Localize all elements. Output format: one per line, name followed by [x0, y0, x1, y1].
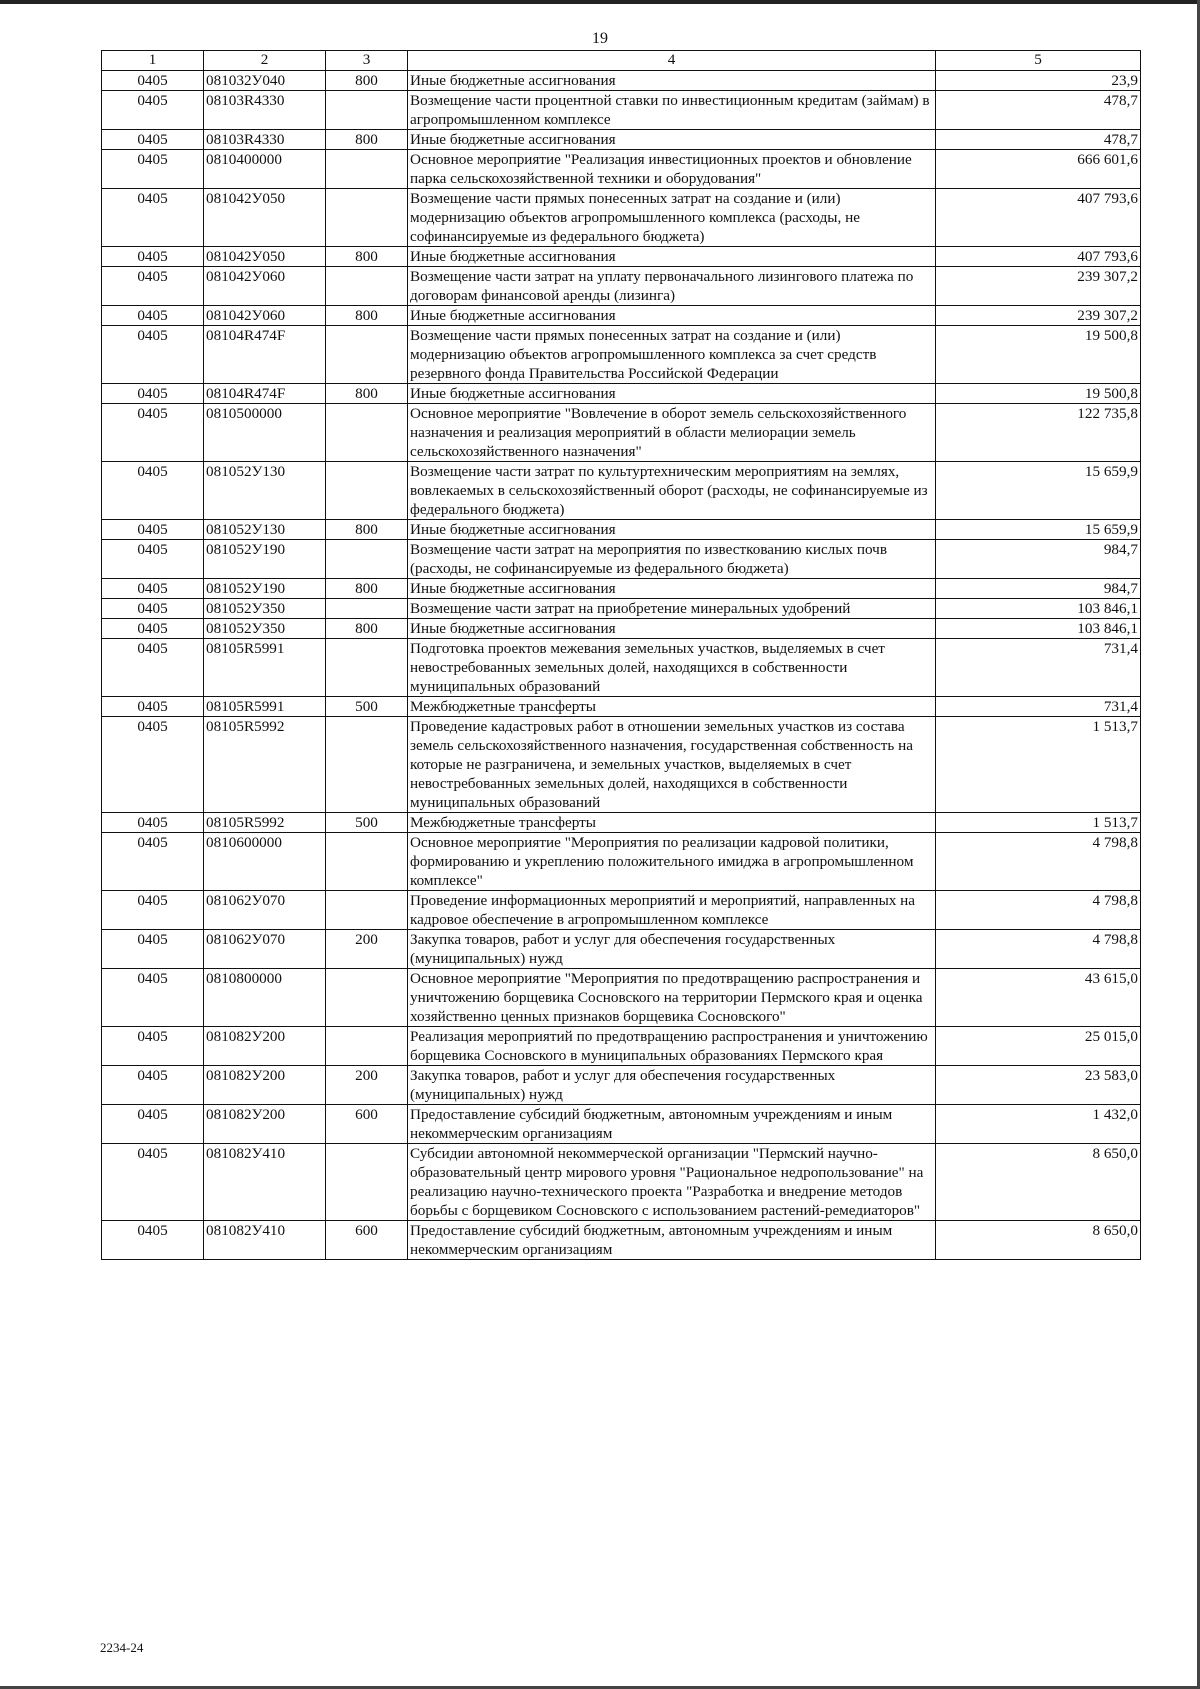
expense-type-code	[326, 267, 408, 306]
item-name: Основное мероприятие "Мероприятия по реализации кадровой политики, формированию и укреплению положительного имиджа в агропромышленном комплексе"	[408, 833, 936, 891]
target-article-code: 081082У200	[204, 1066, 326, 1105]
table-row	[102, 1066, 1141, 1105]
budget-table	[101, 50, 1141, 1260]
section-code: 0405	[102, 1066, 204, 1105]
item-name: Иные бюджетные ассигнования	[408, 247, 936, 267]
target-article-code: 08105R5991	[204, 697, 326, 717]
section-code: 0405	[102, 462, 204, 520]
expense-type-code	[326, 599, 408, 619]
section-code: 0405	[102, 267, 204, 306]
page-number: 19	[592, 30, 608, 47]
target-article-code: 081042У060	[204, 267, 326, 306]
amount: 4 798,8	[936, 833, 1141, 891]
amount: 407 793,6	[936, 247, 1141, 267]
amount: 25 015,0	[936, 1027, 1141, 1066]
expense-type-code	[326, 404, 408, 462]
section-code: 0405	[102, 71, 204, 91]
amount: 731,4	[936, 639, 1141, 697]
amount: 122 735,8	[936, 404, 1141, 462]
section-code: 0405	[102, 130, 204, 150]
table-row	[102, 384, 1141, 404]
table-row	[102, 71, 1141, 91]
section-code: 0405	[102, 306, 204, 326]
target-article-code: 081042У050	[204, 247, 326, 267]
section-code: 0405	[102, 189, 204, 247]
item-name: Иные бюджетные ассигнования	[408, 71, 936, 91]
item-name: Основное мероприятие "Мероприятия по предотвращению распространения и уничтожению борщевика Сосновского на территории Пермского края и оценка хозяйственно ценных признаков борщевика Сосновского"	[408, 969, 936, 1027]
amount: 239 307,2	[936, 306, 1141, 326]
item-name: Субсидии автономной некоммерческой организации "Пермский научно-образовательный центр мирового уровня "Рациональное недропользование" на реализацию научно-технического проекта "Разработка и внедрение методов борьбы с борщевиком Сосновского с использованием растений-ремедиаторов"	[408, 1144, 936, 1221]
column-header: 5	[936, 51, 1141, 71]
column-header: 2	[204, 51, 326, 71]
section-code: 0405	[102, 639, 204, 697]
section-code: 0405	[102, 697, 204, 717]
target-article-code: 081052У130	[204, 520, 326, 540]
amount: 103 846,1	[936, 599, 1141, 619]
table-row	[102, 326, 1141, 384]
target-article-code: 08104R474F	[204, 326, 326, 384]
item-name: Возмещение части затрат на мероприятия по известкованию кислых почв (расходы, не софинансируемые из федерального бюджета)	[408, 540, 936, 579]
amount: 23,9	[936, 71, 1141, 91]
table-row	[102, 891, 1141, 930]
target-article-code: 081062У070	[204, 891, 326, 930]
section-code: 0405	[102, 520, 204, 540]
expense-type-code	[326, 91, 408, 130]
amount: 239 307,2	[936, 267, 1141, 306]
amount: 8 650,0	[936, 1144, 1141, 1221]
amount: 43 615,0	[936, 969, 1141, 1027]
amount: 8 650,0	[936, 1221, 1141, 1260]
section-code: 0405	[102, 930, 204, 969]
item-name: Межбюджетные трансферты	[408, 813, 936, 833]
target-article-code: 081052У190	[204, 579, 326, 599]
item-name: Основное мероприятие "Вовлечение в оборот земель сельскохозяйственного назначения и реализация мероприятий в области мелиорации земель сельскохозяйственного назначения"	[408, 404, 936, 462]
section-code: 0405	[102, 969, 204, 1027]
table-row	[102, 1027, 1141, 1066]
amount: 407 793,6	[936, 189, 1141, 247]
table-row	[102, 599, 1141, 619]
table-row	[102, 833, 1141, 891]
target-article-code: 081082У200	[204, 1027, 326, 1066]
amount: 984,7	[936, 579, 1141, 599]
target-article-code: 081082У410	[204, 1144, 326, 1221]
target-article-code: 0810400000	[204, 150, 326, 189]
target-article-code: 081062У070	[204, 930, 326, 969]
amount: 23 583,0	[936, 1066, 1141, 1105]
item-name: Возмещение части затрат по культуртехническим мероприятиям на землях, вовлекаемых в сельскохозяйственный оборот (расходы, не софинансируемые из федерального бюджета)	[408, 462, 936, 520]
table-row	[102, 404, 1141, 462]
target-article-code: 081082У200	[204, 1105, 326, 1144]
amount: 984,7	[936, 540, 1141, 579]
expense-type-code: 200	[326, 930, 408, 969]
column-header: 3	[326, 51, 408, 71]
item-name: Основное мероприятие "Реализация инвестиционных проектов и обновление парка сельскохозяйственной техники и оборудования"	[408, 150, 936, 189]
expense-type-code: 800	[326, 619, 408, 639]
budget-table-body	[102, 71, 1141, 1260]
target-article-code: 08103R4330	[204, 130, 326, 150]
expense-type-code	[326, 1027, 408, 1066]
item-name: Возмещение части прямых понесенных затрат на создание и (или) модернизацию объектов агропромышленного комплекса за счет средств резервного фонда Правительства Российской Федерации	[408, 326, 936, 384]
item-name: Проведение информационных мероприятий и мероприятий, направленных на кадровое обеспечение в агропромышленном комплексе	[408, 891, 936, 930]
amount: 666 601,6	[936, 150, 1141, 189]
item-name: Подготовка проектов межевания земельных участков, выделяемых в счет невостребованных земельных долей, находящихся в собственности муниципальных образований	[408, 639, 936, 697]
expense-type-code	[326, 1144, 408, 1221]
table-row	[102, 150, 1141, 189]
section-code: 0405	[102, 1105, 204, 1144]
section-code: 0405	[102, 540, 204, 579]
item-name: Предоставление субсидий бюджетным, автономным учреждениям и иным некоммерческим организациям	[408, 1105, 936, 1144]
table-row	[102, 462, 1141, 520]
table-row	[102, 930, 1141, 969]
expense-type-code	[326, 717, 408, 813]
section-code: 0405	[102, 1221, 204, 1260]
item-name: Возмещение части прямых понесенных затрат на создание и (или) модернизацию объектов агропромышленного комплекса (расходы, не софинансируемые из федерального бюджета)	[408, 189, 936, 247]
expense-type-code: 600	[326, 1105, 408, 1144]
table-row	[102, 619, 1141, 639]
expense-type-code: 800	[326, 247, 408, 267]
amount: 731,4	[936, 697, 1141, 717]
target-article-code: 081032У040	[204, 71, 326, 91]
target-article-code: 08105R5991	[204, 639, 326, 697]
expense-type-code: 800	[326, 520, 408, 540]
target-article-code: 081052У190	[204, 540, 326, 579]
amount: 1 513,7	[936, 717, 1141, 813]
expense-type-code	[326, 891, 408, 930]
expense-type-code	[326, 540, 408, 579]
section-code: 0405	[102, 150, 204, 189]
table-row	[102, 969, 1141, 1027]
target-article-code: 081052У350	[204, 599, 326, 619]
section-code: 0405	[102, 384, 204, 404]
expense-type-code: 500	[326, 697, 408, 717]
table-row	[102, 697, 1141, 717]
table-row	[102, 189, 1141, 247]
table-row	[102, 717, 1141, 813]
section-code: 0405	[102, 326, 204, 384]
table-row	[102, 306, 1141, 326]
expense-type-code	[326, 833, 408, 891]
item-name: Возмещение части процентной ставки по инвестиционным кредитам (займам) в агропромышленном комплексе	[408, 91, 936, 130]
table-row	[102, 267, 1141, 306]
section-code: 0405	[102, 579, 204, 599]
expense-type-code: 200	[326, 1066, 408, 1105]
expense-type-code: 500	[326, 813, 408, 833]
item-name: Иные бюджетные ассигнования	[408, 619, 936, 639]
table-row	[102, 130, 1141, 150]
table-row	[102, 579, 1141, 599]
target-article-code: 08103R4330	[204, 91, 326, 130]
item-name: Закупка товаров, работ и услуг для обеспечения государственных (муниципальных) нужд	[408, 1066, 936, 1105]
table-row	[102, 540, 1141, 579]
target-article-code: 08105R5992	[204, 813, 326, 833]
item-name: Возмещение части затрат на уплату первоначального лизингового платежа по договорам финансовой аренды (лизинга)	[408, 267, 936, 306]
table-row	[102, 639, 1141, 697]
section-code: 0405	[102, 813, 204, 833]
target-article-code: 0810600000	[204, 833, 326, 891]
expense-type-code: 800	[326, 306, 408, 326]
expense-type-code	[326, 639, 408, 697]
section-code: 0405	[102, 599, 204, 619]
item-name: Проведение кадастровых работ в отношении земельных участков из состава земель сельскохозяйственного назначения, государственная собственность на которые не разграничена, и земельных участков, выделяемых в счет невостребованных земельных долей, находящихся в собственности муниципальных образований	[408, 717, 936, 813]
amount: 1 513,7	[936, 813, 1141, 833]
section-code: 0405	[102, 891, 204, 930]
amount: 15 659,9	[936, 462, 1141, 520]
expense-type-code	[326, 326, 408, 384]
table-row	[102, 813, 1141, 833]
section-code: 0405	[102, 404, 204, 462]
column-number-row	[102, 51, 1141, 71]
amount: 15 659,9	[936, 520, 1141, 540]
amount: 4 798,8	[936, 930, 1141, 969]
table-row	[102, 247, 1141, 267]
target-article-code: 0810500000	[204, 404, 326, 462]
section-code: 0405	[102, 1144, 204, 1221]
expense-type-code: 600	[326, 1221, 408, 1260]
item-name: Иные бюджетные ассигнования	[408, 306, 936, 326]
expense-type-code	[326, 969, 408, 1027]
expense-type-code	[326, 462, 408, 520]
item-name: Иные бюджетные ассигнования	[408, 520, 936, 540]
column-header: 1	[102, 51, 204, 71]
scan-top-edge	[0, 0, 1200, 4]
table-row	[102, 1221, 1141, 1260]
target-article-code: 0810800000	[204, 969, 326, 1027]
item-name: Реализация мероприятий по предотвращению распространения и уничтожению борщевика Сосновского в муниципальных образованиях Пермского края	[408, 1027, 936, 1066]
target-article-code: 081042У060	[204, 306, 326, 326]
table-row	[102, 91, 1141, 130]
table-row	[102, 520, 1141, 540]
section-code: 0405	[102, 619, 204, 639]
target-article-code: 08105R5992	[204, 717, 326, 813]
amount: 478,7	[936, 91, 1141, 130]
item-name: Межбюджетные трансферты	[408, 697, 936, 717]
section-code: 0405	[102, 717, 204, 813]
section-code: 0405	[102, 247, 204, 267]
section-code: 0405	[102, 91, 204, 130]
table-row	[102, 1144, 1141, 1221]
expense-type-code: 800	[326, 130, 408, 150]
expense-type-code: 800	[326, 71, 408, 91]
item-name: Возмещение части затрат на приобретение минеральных удобрений	[408, 599, 936, 619]
item-name: Иные бюджетные ассигнования	[408, 579, 936, 599]
item-name: Иные бюджетные ассигнования	[408, 130, 936, 150]
amount: 478,7	[936, 130, 1141, 150]
amount: 1 432,0	[936, 1105, 1141, 1144]
target-article-code: 081052У130	[204, 462, 326, 520]
target-article-code: 081042У050	[204, 189, 326, 247]
item-name: Закупка товаров, работ и услуг для обеспечения государственных (муниципальных) нужд	[408, 930, 936, 969]
expense-type-code: 800	[326, 579, 408, 599]
expense-type-code: 800	[326, 384, 408, 404]
target-article-code: 08104R474F	[204, 384, 326, 404]
item-name: Иные бюджетные ассигнования	[408, 384, 936, 404]
column-header: 4	[408, 51, 936, 71]
section-code: 0405	[102, 833, 204, 891]
document-id: 2234-24	[100, 1640, 144, 1655]
expense-type-code	[326, 150, 408, 189]
amount: 19 500,8	[936, 384, 1141, 404]
amount: 103 846,1	[936, 619, 1141, 639]
section-code: 0405	[102, 1027, 204, 1066]
item-name: Предоставление субсидий бюджетным, автономным учреждениям и иным некоммерческим организациям	[408, 1221, 936, 1260]
target-article-code: 081082У410	[204, 1221, 326, 1260]
amount: 4 798,8	[936, 891, 1141, 930]
target-article-code: 081052У350	[204, 619, 326, 639]
table-row	[102, 1105, 1141, 1144]
amount: 19 500,8	[936, 326, 1141, 384]
expense-type-code	[326, 189, 408, 247]
